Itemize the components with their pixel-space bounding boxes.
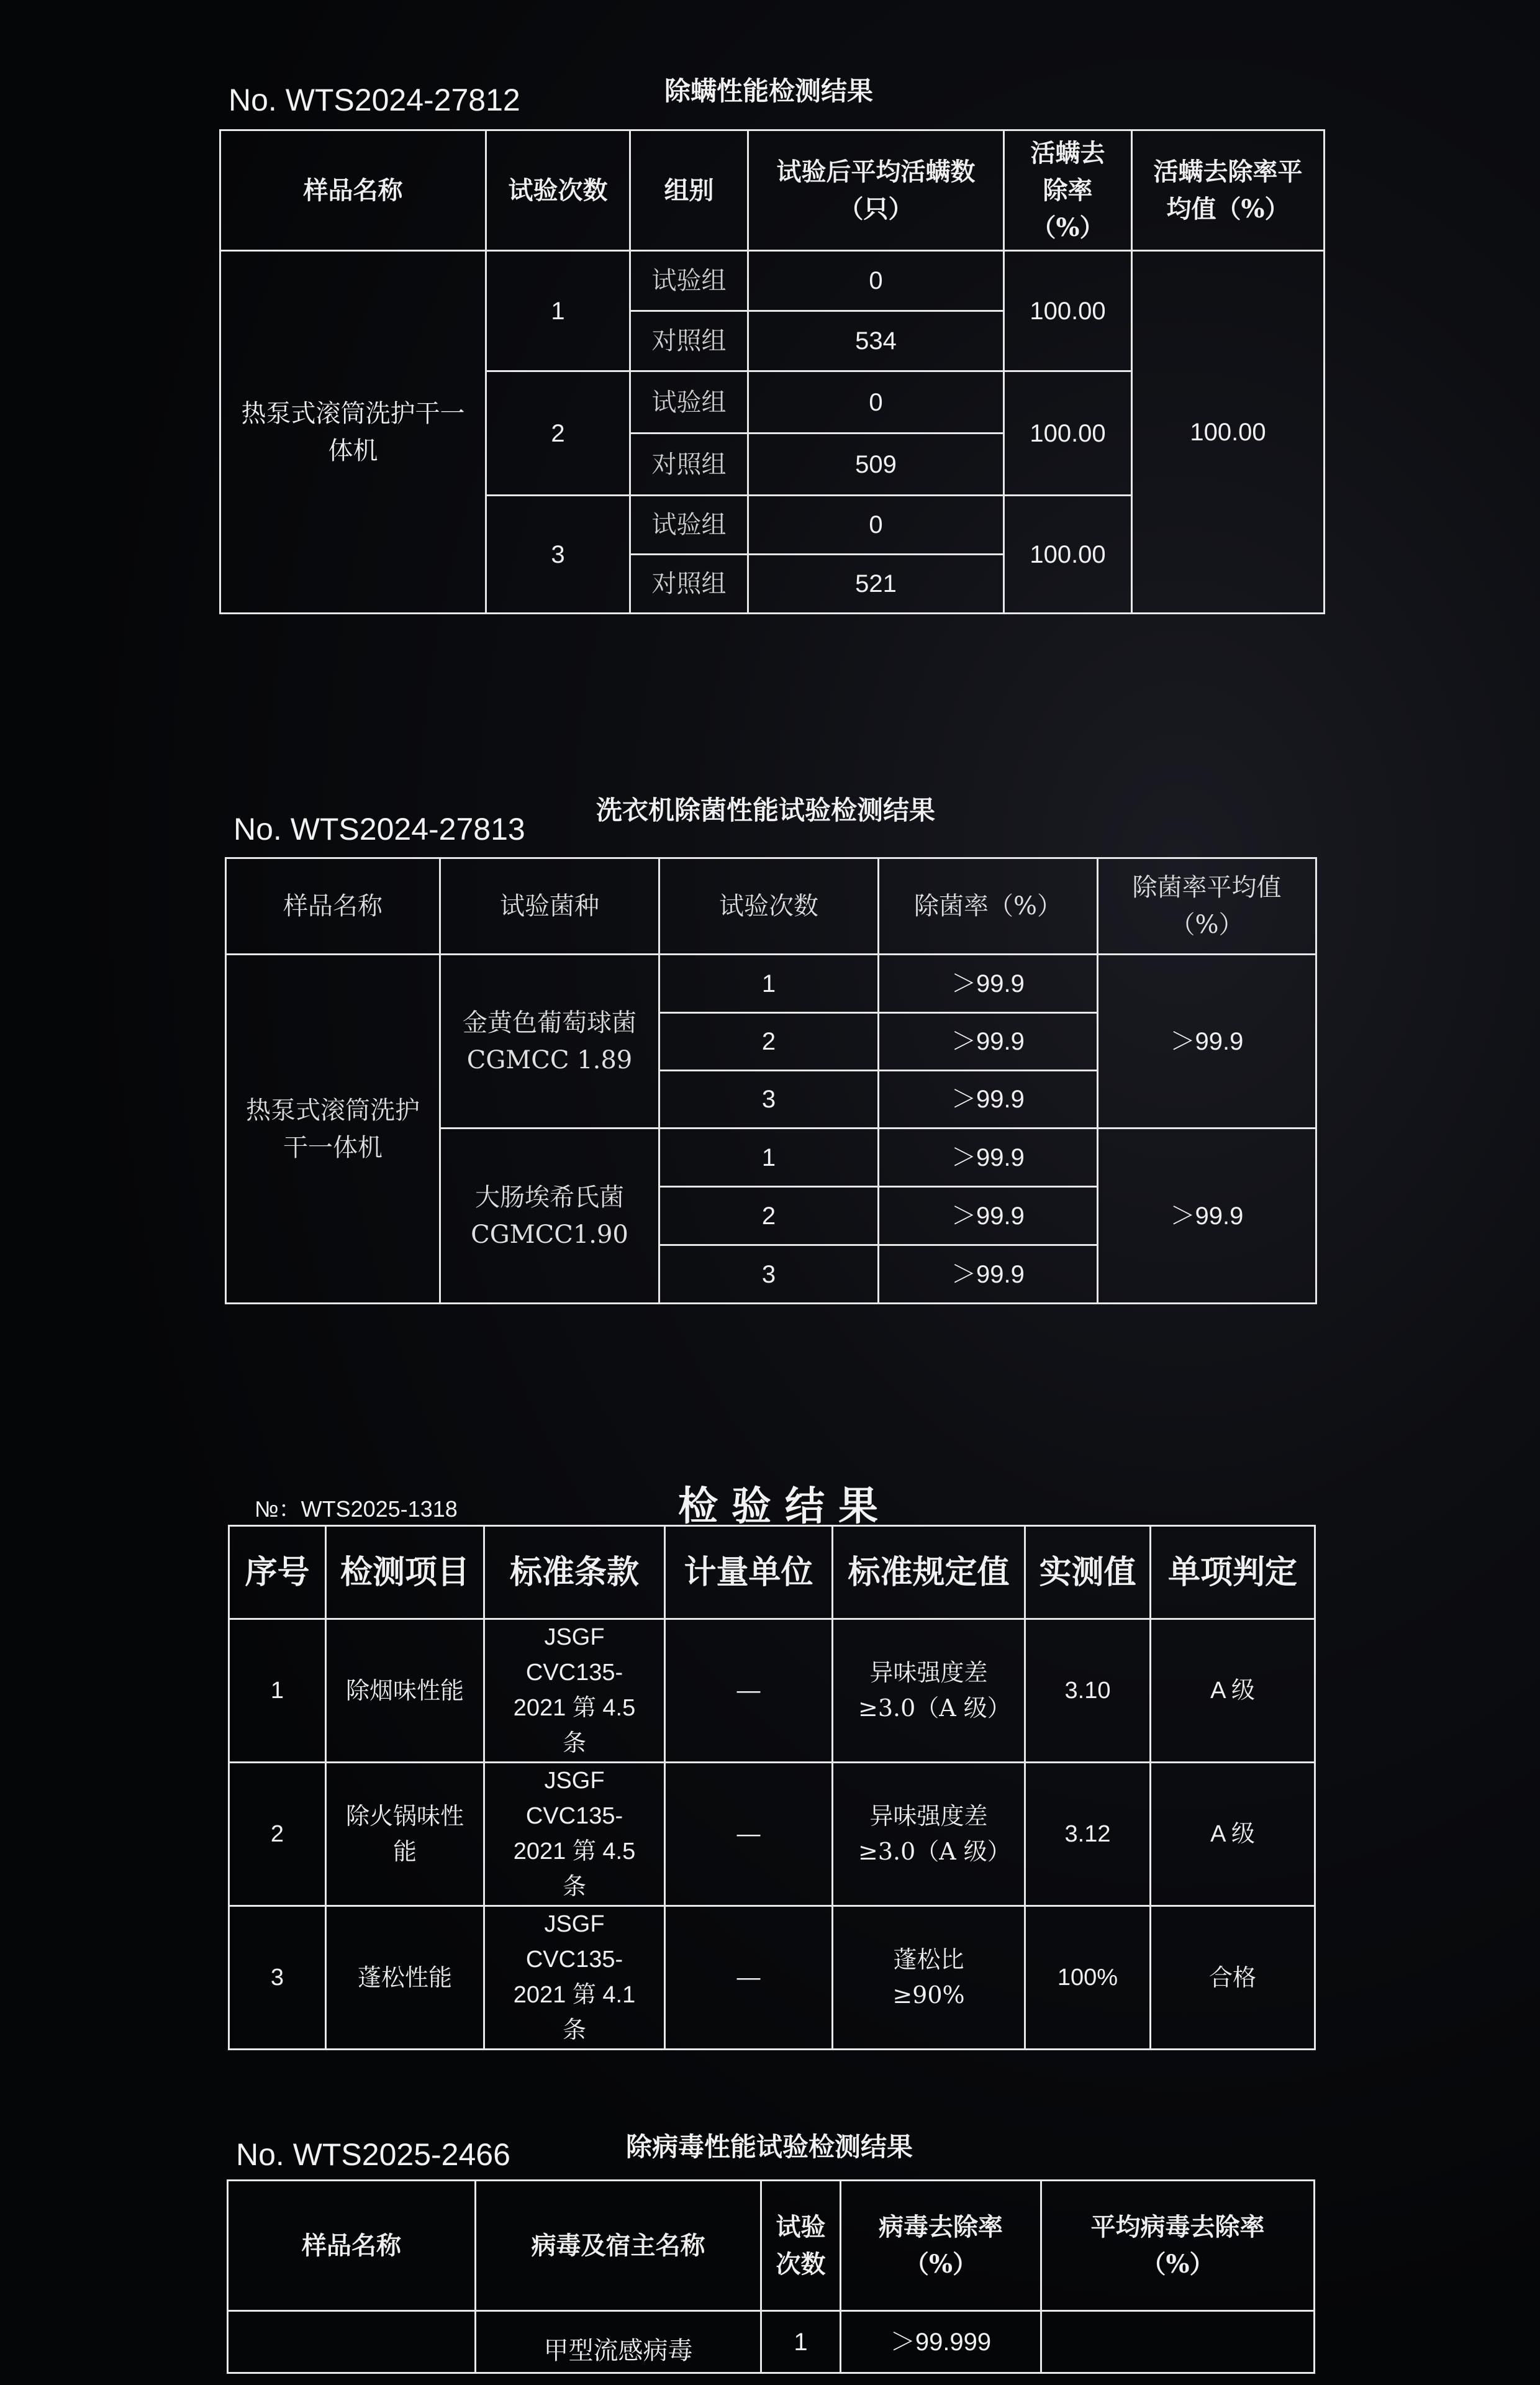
trial-number: 3	[659, 1245, 879, 1304]
trial-number: 3	[486, 496, 630, 614]
trial-number: 1	[659, 1129, 879, 1187]
header-strain: 试验菌种	[440, 858, 659, 955]
header-verdict: 单项判定	[1151, 1526, 1315, 1619]
header-avg-live-mites: 试验后平均活螨数（只）	[748, 130, 1004, 251]
mite-count-cell: 534	[748, 311, 1004, 371]
virus-removal-rate-avg-cell	[1041, 2311, 1315, 2373]
sample-name-cell	[228, 2311, 476, 2373]
sterilization-rate-cell: ＞99.9	[879, 1129, 1098, 1187]
header-sample-name: 样品名称	[228, 2181, 476, 2311]
group-cell: 试验组	[630, 496, 748, 555]
trial-number: 2	[486, 371, 630, 496]
row-unit: —	[665, 1619, 833, 1763]
row-test-item: 除烟味性能	[326, 1619, 484, 1763]
removal-rate-cell: 100.00	[1004, 251, 1132, 371]
removal-rate-cell: 100.00	[1004, 496, 1132, 614]
row-measured: 3.10	[1025, 1619, 1151, 1763]
report-2-title: 洗衣机除菌性能试验检测结果	[596, 795, 936, 825]
row-test-item: 除火锅味性能	[326, 1763, 484, 1906]
group-cell: 对照组	[630, 434, 748, 496]
row-unit: —	[665, 1763, 833, 1906]
row-test-item: 蓬松性能	[326, 1906, 484, 2050]
header-spec-value: 标准规定值	[833, 1526, 1025, 1619]
sample-name-cell: 热泵式滚筒洗护干一体机	[220, 251, 486, 614]
row-verdict: 合格	[1151, 1906, 1315, 2050]
antiviral-table	[227, 2179, 1315, 2374]
row-index: 2	[229, 1763, 326, 1906]
header-virus-removal-rate: 病毒去除率（%）	[841, 2181, 1041, 2311]
inspection-results-table	[228, 1525, 1316, 2050]
row-measured: 3.12	[1025, 1763, 1151, 1906]
header-test-item: 检测项目	[326, 1526, 484, 1619]
sterilization-rate-cell: ＞99.9	[879, 1187, 1098, 1245]
header-unit: 计量单位	[665, 1526, 833, 1619]
group-cell: 对照组	[630, 311, 748, 371]
trial-number: 1	[486, 251, 630, 371]
header-removal-rate-avg: 活螨去除率平均值（%）	[1132, 130, 1325, 251]
strain-name-cell: 大肠埃希氏菌 CGMCC1.90	[440, 1129, 659, 1304]
row-standard-clause: JSGF CVC135-2021 第 4.5 条	[484, 1763, 665, 1906]
mite-count-cell: 509	[748, 434, 1004, 496]
header-virus-host: 病毒及宿主名称	[476, 2181, 761, 2311]
antibacterial-table	[225, 857, 1317, 1304]
header-trial-count: 试验次数	[486, 130, 630, 251]
report-1-title: 除螨性能检测结果	[664, 76, 874, 106]
strain-name-cell: 金黄色葡萄球菌 CGMCC 1.89	[440, 955, 659, 1129]
report-1-number: No. WTS2024-27812	[229, 83, 520, 117]
sterilization-rate-cell: ＞99.9	[879, 1245, 1098, 1304]
report-4-title: 除病毒性能试验检测结果	[626, 2132, 913, 2162]
row-standard-clause: JSGF CVC135-2021 第 4.1 条	[484, 1906, 665, 2050]
row-spec-value: 异味强度差 ≥3.0（A 级）	[833, 1619, 1025, 1763]
header-sterilization-rate-avg: 除菌率平均值（%）	[1098, 858, 1316, 955]
row-index: 3	[229, 1906, 326, 2050]
mite-count-cell: 0	[748, 371, 1004, 434]
sample-name-cell: 热泵式滚筒洗护干一体机	[226, 955, 440, 1304]
group-cell: 对照组	[630, 555, 748, 614]
header-removal-rate: 活螨去除率（%）	[1004, 130, 1132, 251]
sterilization-rate-cell: ＞99.9	[879, 1071, 1098, 1129]
trial-number: 1	[761, 2311, 841, 2373]
header-measured: 实测值	[1025, 1526, 1151, 1619]
header-trial-count: 试验次数	[659, 858, 879, 955]
row-spec-value: 蓬松比 ≥90%	[833, 1906, 1025, 2050]
mite-removal-table	[219, 129, 1325, 614]
row-index: 1	[229, 1619, 326, 1763]
sterilization-rate-avg-cell: ＞99.9	[1098, 955, 1316, 1129]
row-spec-value: 异味强度差 ≥3.0（A 级）	[833, 1763, 1025, 1906]
removal-rate-cell: 100.00	[1004, 371, 1132, 496]
row-unit: —	[665, 1906, 833, 2050]
mite-count-cell: 521	[748, 555, 1004, 614]
header-sample-name: 样品名称	[220, 130, 486, 251]
row-standard-clause: JSGF CVC135-2021 第 4.5 条	[484, 1619, 665, 1763]
mite-count-cell: 0	[748, 496, 1004, 555]
header-group: 组别	[630, 130, 748, 251]
trial-number: 3	[659, 1071, 879, 1129]
report-2-number: No. WTS2024-27813	[233, 812, 525, 847]
trial-number: 2	[659, 1187, 879, 1245]
header-virus-removal-rate-avg: 平均病毒去除率（%）	[1041, 2181, 1315, 2311]
removal-rate-avg-cell: 100.00	[1132, 251, 1325, 614]
header-index: 序号	[229, 1526, 326, 1619]
row-verdict: A 级	[1151, 1763, 1315, 1906]
report-4-number: No. WTS2025-2466	[236, 2137, 510, 2172]
virus-removal-rate-cell: ＞99.999	[841, 2311, 1041, 2373]
header-trial-count: 试验次数	[761, 2181, 841, 2311]
row-verdict: A 级	[1151, 1619, 1315, 1763]
trial-number: 1	[659, 955, 879, 1013]
group-cell: 试验组	[630, 251, 748, 311]
row-measured: 100%	[1025, 1906, 1151, 2050]
report-3-number: №：WTS2025-1318	[255, 1496, 458, 1522]
trial-number: 2	[659, 1013, 879, 1071]
sterilization-rate-cell: ＞99.9	[879, 1013, 1098, 1071]
header-sample-name: 样品名称	[226, 858, 440, 955]
mite-count-cell: 0	[748, 251, 1004, 311]
sterilization-rate-cell: ＞99.9	[879, 955, 1098, 1013]
virus-name-cell: 甲型流感病毒	[476, 2311, 761, 2373]
report-3-title: 检验结果	[678, 1483, 892, 1530]
header-standard-clause: 标准条款	[484, 1526, 665, 1619]
sterilization-rate-avg-cell: ＞99.9	[1098, 1129, 1316, 1304]
header-sterilization-rate: 除菌率（%）	[879, 858, 1098, 955]
group-cell: 试验组	[630, 371, 748, 434]
